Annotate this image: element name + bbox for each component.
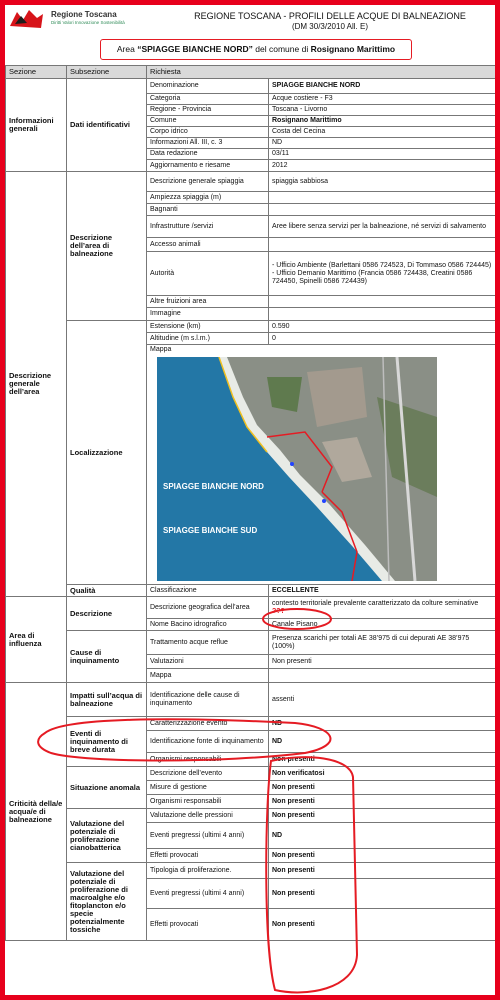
field-label: Data redazione xyxy=(147,149,269,160)
area-title-box xyxy=(100,39,412,60)
field-label: Organismi responsabili xyxy=(147,795,269,809)
field-value: ND xyxy=(269,823,496,849)
field-label: Classificazione xyxy=(147,585,269,597)
field-value: 0 xyxy=(269,333,496,345)
field-value: Non verificatosi xyxy=(269,767,496,781)
regione-toscana-logo-icon xyxy=(7,6,47,32)
field-value: 0.590 xyxy=(269,321,496,333)
subsection-macroalghe: Valutazione del potenziale di proliferazione di macroalghe e/o fitoplancton e/o specie potenzialmente tossiche xyxy=(67,863,147,941)
org-name: Regione Toscana xyxy=(51,10,117,19)
document-title: REGIONE TOSCANA - PROFILI DELLE ACQUE DI BALNEAZIONE xyxy=(194,11,466,21)
field-label: Trattamento acque reflue xyxy=(147,631,269,655)
org-tagline: Diritti Valori Innovazione Sostenibilità xyxy=(51,20,125,25)
field-label: Organismi responsabili xyxy=(147,753,269,767)
field-label: Estensione (km) xyxy=(147,321,269,333)
field-label: Descrizione geografica dell’area xyxy=(147,597,269,619)
section-descrizione-generale: Descrizione generale dell’area xyxy=(6,172,67,597)
question-marks: ??? xyxy=(272,607,285,615)
field-value: SPIAGGE BIANCHE NORD xyxy=(269,79,496,94)
field-value xyxy=(269,669,496,683)
field-value xyxy=(269,296,496,308)
field-value: 03/11 xyxy=(269,149,496,160)
field-value: Acque costiere - F3 xyxy=(269,94,496,105)
subsection-dati-identificativi: Dati identificativi xyxy=(67,79,147,172)
field-value xyxy=(269,204,496,216)
field-label: Regione - Provincia xyxy=(147,105,269,116)
field-label: Comune xyxy=(147,116,269,127)
area-name: “SPIAGGE BIANCHE NORD” xyxy=(137,44,253,54)
field-value-autorita xyxy=(269,252,496,296)
field-value: Non presenti xyxy=(269,781,496,795)
column-header-sezione: Sezione xyxy=(6,66,67,79)
field-label: Effetti provocati xyxy=(147,849,269,863)
field-value: Non presenti xyxy=(269,909,496,941)
field-value: Rosignano Marittimo xyxy=(269,116,496,127)
field-value: ND xyxy=(269,138,496,149)
section-informazioni-generali: Informazioni generali xyxy=(6,79,67,172)
map-south-label: SPIAGGE BIANCHE SUD xyxy=(163,526,258,535)
field-value: Costa del Cecina xyxy=(269,127,496,138)
column-header-richiesta: Richiesta xyxy=(147,66,496,79)
field-label: Descrizione generale spiaggia xyxy=(147,172,269,192)
subsection-cianobatterica: Valutazione del potenziale di proliferazione cianobatterica xyxy=(67,809,147,863)
field-label: Denominazione xyxy=(147,79,269,94)
subsection-cause-inquinamento: Cause di inquinamento xyxy=(67,631,147,683)
profile-table xyxy=(5,65,495,941)
document-subtitle: (DM 30/3/2010 All. E) xyxy=(291,22,369,31)
field-label: Informazioni All. III, c. 3 xyxy=(147,138,269,149)
field-label: Infrastrutture /servizi xyxy=(147,216,269,238)
area-prefix: Area xyxy=(116,44,138,54)
field-value: Aree libere senza servizi per la balneazione, né servizi di salvamento xyxy=(269,216,496,238)
field-label: Valutazione delle pressioni xyxy=(147,809,269,823)
field-label: Identificazione fonte di inquinamento xyxy=(147,731,269,753)
field-value: Non presenti xyxy=(269,753,496,767)
field-label: Caratterizzazione evento xyxy=(147,717,269,731)
field-label: Ampiezza spiaggia (m) xyxy=(147,192,269,204)
field-value: ND xyxy=(269,717,496,731)
autorita-line: - Ufficio Ambiente (Barlettani 0586 724523, Di Tommaso 0586 724445) xyxy=(272,261,492,269)
field-label: Immagine xyxy=(147,308,269,321)
field-value xyxy=(269,308,496,321)
field-value: Non presenti xyxy=(269,795,496,809)
field-label: Effetti provocati xyxy=(147,909,269,941)
area-mid: del comune di xyxy=(252,44,311,54)
column-header-subsezione: Subsezione xyxy=(67,66,147,79)
map-cell xyxy=(147,345,496,585)
document-page xyxy=(5,5,495,995)
field-label: Tipologia di proliferazione. xyxy=(147,863,269,879)
section-criticita: Criticità della/e acqua/e di balneazione xyxy=(6,683,67,941)
field-value: Non presenti xyxy=(269,809,496,823)
aerial-map xyxy=(157,357,437,581)
map-north-label: SPIAGGE BIANCHE NORD xyxy=(163,482,264,491)
field-label: Descrizione dell’evento xyxy=(147,767,269,781)
field-label: Altitudine (m s.l.m.) xyxy=(147,333,269,345)
field-label: Bagnanti xyxy=(147,204,269,216)
subsection-descrizione-area: Descrizione dell’area di balneazione xyxy=(67,172,147,321)
field-value: Non presenti xyxy=(269,879,496,909)
field-label: Aggiornamento e riesame xyxy=(147,160,269,172)
field-label: Nome Bacino idrografico xyxy=(147,619,269,631)
field-label: Misure di gestione xyxy=(147,781,269,795)
section-area-influenza: Area di influenza xyxy=(6,597,67,683)
autorita-line: - Ufficio Demanio Marittimo (Francia 0586 724438, Creatini 0586 724450, Spinelli 0586 724439) xyxy=(272,269,473,285)
field-value xyxy=(269,238,496,252)
map-label: Mappa xyxy=(150,346,172,353)
field-value: spiaggia sabbiosa xyxy=(269,172,496,192)
field-value: Presenza scarichi per totali AE 38’975 di cui depurati AE 38’975 (100%) xyxy=(269,631,496,655)
field-label: Altre fruizioni area xyxy=(147,296,269,308)
field-label: Autorità xyxy=(147,252,269,296)
field-value: Canale Pisano xyxy=(269,619,496,631)
field-label: Corpo idrico xyxy=(147,127,269,138)
field-value: Toscana - Livorno xyxy=(269,105,496,116)
field-value: Non presenti xyxy=(269,655,496,669)
field-label: Categoria xyxy=(147,94,269,105)
field-label: Mappa xyxy=(147,669,269,683)
field-value: assenti xyxy=(269,683,496,717)
field-value-classificazione: ECCELLENTE xyxy=(269,585,496,597)
subsection-localizzazione: Localizzazione xyxy=(67,321,147,585)
field-value xyxy=(269,192,496,204)
subsection-qualita: Qualità xyxy=(67,585,147,597)
field-label: Eventi pregressi (ultimi 4 anni) xyxy=(147,823,269,849)
field-value: Non presenti xyxy=(269,863,496,879)
field-value: ND xyxy=(269,731,496,753)
area-comune: Rosignano Marittimo xyxy=(310,44,396,54)
subsection-impatti: Impatti sull’acqua di balneazione xyxy=(67,683,147,717)
field-value: 2012 xyxy=(269,160,496,172)
field-value: Non presenti xyxy=(269,849,496,863)
field-label: Accesso animali xyxy=(147,238,269,252)
field-value-text: contesto territoriale prevalente caratterizzato da colture seminative xyxy=(272,599,479,607)
subsection-descrizione: Descrizione xyxy=(67,597,147,631)
field-value xyxy=(269,597,496,619)
subsection-eventi-breve-durata: Eventi di inquinamento di breve durata xyxy=(67,717,147,767)
field-label: Identificazione delle cause di inquinamento xyxy=(147,683,269,717)
subsection-situazione-anomala: Situazione anomala xyxy=(67,767,147,809)
field-label: Valutazioni xyxy=(147,655,269,669)
field-label: Eventi pregressi (ultimi 4 anni) xyxy=(147,879,269,909)
